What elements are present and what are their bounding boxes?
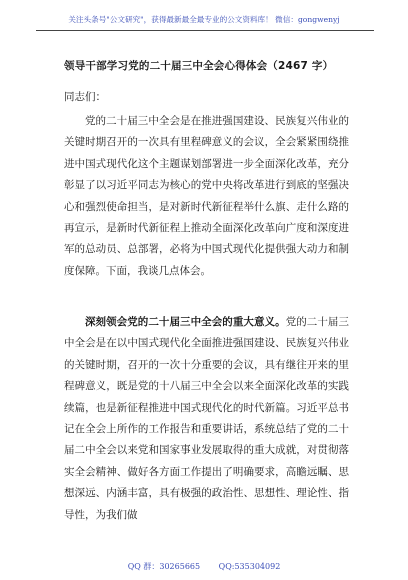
footer-qq: QQ:535304092 — [218, 562, 281, 571]
header-promo-note: 关注头条号"公文研究"，获得最新最全最专业的公文资料库！ 微信：gongwenyj — [68, 15, 340, 24]
salutation: 同志们： — [64, 91, 106, 103]
paragraph-2-lead: 深刻领会党的二十届三中全会的重大意义。 — [85, 316, 286, 328]
footer-qq-group: QQ 群：30265665 — [127, 562, 201, 571]
paragraph-1: 党的二十届三中全会是在推进强国建设、民族复兴伟业的关键时期召开的一次具有里程碑意义的会议，全会紧紧围绕推进中国式现代化这个主题谋划部署进一步全面深化改革，充分彰显了以习近平同志为核心的党中央将改革进行到底的坚强决心和强烈使命担当，是对新时代新征程举什么旗、走什么路的再宣示，是新时代新征程上推动全面深化改革向广度和深度进军的总动员、总部署，必将为中国式现代化提供强大动力和制度保障。下面，我谈几点体会。 — [64, 115, 349, 277]
paragraph-2-body: 党的二十届三中全会是在以中国式现代化全面推进强国建设、民族复兴伟业的关键时期，召开的一次十分重要的会议，具有继往开来的里程碑意义，既是党的十八届三中全会以来全面深化改革的实践续篇，也是新征程推进中国式现代化的时代新篇。习近平总书记在全会上所作的工作报告和重要讲话，系统总结了党的二十届二中全会以来党和国家事业发展取得的重大成就，对贯彻落实全会精神、做好各方面工作提出了明确要求，高瞻远瞩、思想深远、内涵丰富，具有极强的政治性、思想性、理论性、指导性，为我们做 — [64, 316, 349, 521]
footer-contact — [0, 561, 408, 572]
document-title: 领导干部学习党的二十届三中全会心得体会（2467 字） — [64, 60, 334, 72]
header-divider — [36, 30, 374, 31]
paragraph-2 — [64, 312, 349, 526]
